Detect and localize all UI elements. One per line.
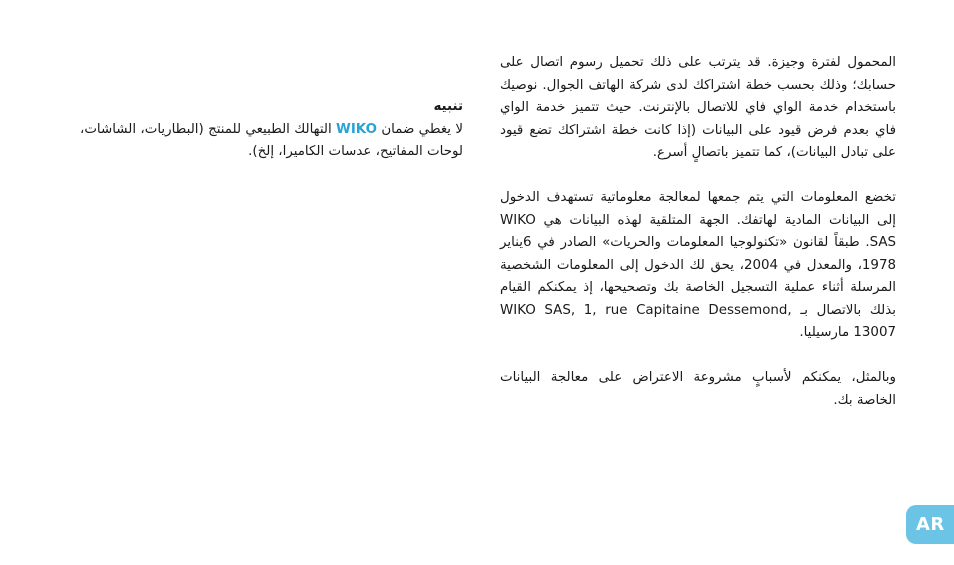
warranty-notice [80, 119, 463, 164]
warranty-notice-prefix: لا يغطي ضمان [376, 121, 464, 137]
main-text-column [500, 52, 896, 412]
data-usage-paragraph: المحمول لفترة وجيزة. قد يترتب على ذلك تحميل رسوم اتصال على حسابك؛ وذلك بحسب خطة اشتراكك لدى شركة الهاتف الجوال. نوصيك باستخدام خدمة الواي فاي للاتصال بالإنترنت. حيث تتميز خدمة الواي فاي بعدم فرض قيود على البيانات (إذا كانت خطة اشتراكك تضع قيود على تبادل البيانات)، كما تتميز باتصالٍ أسرع. [500, 55, 896, 160]
warning-title: تنبيه [433, 99, 463, 114]
privacy-paragraph: تخضع المعلومات التي يتم جمعها لمعالجة معلوماتية تستهدف الدخول إلى البيانات المادية لهاتفك. الجهة المتلقية لهذه البيانات هي WIKO SAS. طبقاً لقانون «تكنولوجيا المعلومات والحريات» الصادر في 6يناير 1978، والمعدل في 2004، يحق لك الدخول إلى المعلومات الشخصية المرسلة أثناء عملية التسجيل الخاصة بك وتصحيحها، إذ يمكنكم القيام بذلك بالاتصال بـ WIKO SAS, 1, rue Capitaine Dessemond, 13007 مارسيليا. [500, 190, 896, 340]
objection-paragraph: وبالمثل، يمكنكم لأسبابٍ مشروعة الاعتراض على معالجة البيانات الخاصة بك. [500, 370, 896, 408]
warranty-notice-suffix: التهالك الطبيعي للمنتج (البطاريات، الشاشات، لوحات المفاتيح، عدسات الكاميرا، إلخ). [80, 121, 463, 159]
language-tab: AR [906, 505, 954, 544]
warning-section [80, 96, 463, 164]
brand-name: WIKO [336, 121, 377, 137]
